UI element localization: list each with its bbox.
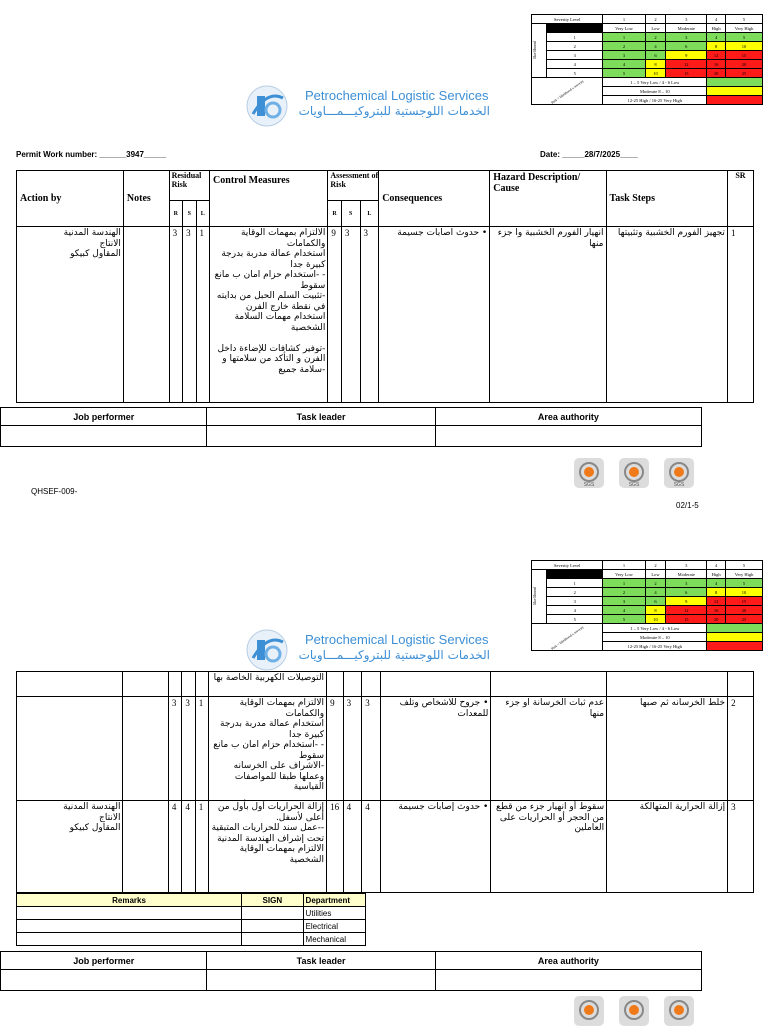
table-row: الهندسة المدنية الانتاج المقاول كبيكو 4 4 1 إزالة الحراريات أول بأول من أعلى لأسفل. --عمل سند للحراريات المتبقية تحت إشراف الهندسة المدنية الالتزام بمهمات الوقاية الشخصية 16 4 4 • حدوث إصابات جسيمة سقوط أو انهيار جزء من قطع من الحجر أو الحراريات على العاملين إزالة الحرارية المتهالكة 3: [17, 801, 754, 893]
sgs-cert-icon: [619, 996, 649, 1026]
department-label: Department: [303, 894, 365, 907]
signoff-table: Job performer Task leader Area authority: [0, 951, 702, 991]
signoff-table: [0, 407, 702, 447]
col-hazard: Hazard Description/ Cause: [490, 171, 606, 227]
department-utilities: Utilities: [303, 907, 365, 920]
severity-level-header: Severity Level: [532, 15, 603, 24]
table-row: 3 3 1 الالتزام بمهمات الوقاية والكمامات استخدام عمالة مدربة بدرجة كبيرة جدا - -استخدام حزام امان ب مانع سقوط -الاشراف على الخرسانه وعملها طبقا للمواصفات القياسية 9 3 3 • جروح للاشخاص وتلف للمعدات عدم ثبات الخرسانة او جزء منها خلط الخرسانه ثم صبها 2: [17, 697, 754, 801]
svg-text:SGS: SGS: [583, 482, 595, 488]
remarks-table: [16, 893, 366, 946]
sgs-cert-icon: [619, 458, 649, 488]
task-leader-label: Task leader: [207, 408, 435, 426]
col-control-measures: Control Measures: [210, 171, 328, 227]
permit-date: Date: _____28/7/2025____: [540, 150, 638, 159]
area-authority-label: Area authority: [435, 408, 701, 426]
col-sr: SR: [727, 171, 753, 227]
severity-matrix: Severity Level 1 2 3 4 5 likelihood Very Low Low Moderate High Very High 1 1 2 3 4 5 2 2 4 6 8 10 3 3 6 9 12 15 4 4 8 12 16 20 5 5 10 15 20 25 Risk = likelihood x severity 1 – 5 Very Low / 4 - 6 Low Moderate 8 – 10 12-25 High / 16-25 Very High: [531, 14, 763, 105]
area-authority-field: [435, 426, 701, 447]
department-mechanical: Mechanical: [303, 933, 365, 946]
logo-arabic-name: الخدمات اللوجستية للبتروكيـــمـــاويات: [298, 104, 490, 118]
permit-number: Permit Work number: ______3947_____: [16, 150, 167, 159]
sgs-cert-icon: [664, 458, 694, 488]
sgs-cert-icon: [664, 996, 694, 1026]
col-assessment-risk: Assessment of Risk: [328, 171, 379, 201]
table-row: الهندسة المدنية الانتاج المقاول كبيكو 3 3 1 الالتزام بمهمات الوقاية والكمامات استخدام عمالة مدربة بدرجة كبيرة جدا - -استخدام حزام امان ب مانع سقوط -تثبيت السلم الحبل من بدايته في نقطة خارج الفرن استخدام مهمات السلامة الشخصية -توفير كشافات للإضاءة داخل الفرن و التأكد من سلامتها و -سلامة جميع 9 3 3 • حدوث اصابات جسيمة انهيار الفورم الخشبية وا جزء منها تجهيز الفورم الخشبية وتثبيتها 1: [17, 227, 754, 403]
svg-text:SGS: SGS: [628, 482, 640, 488]
sgs-cert-icon: [574, 996, 604, 1026]
job-performer-label: Job performer: [1, 408, 207, 426]
remarks-label: Remarks: [17, 894, 242, 907]
col-consequences: Consequences: [379, 171, 490, 227]
table-row: التوصيلات الكهربية الخاصة بها: [17, 672, 754, 697]
hazard-table: Action by Notes Residual Risk Control Measures Assessment of Risk Consequences Hazard Description/ Cause Task Steps SR R S L R S L الهندسة المدنية الانتاج المقاول كبيكو 3 3 1 الالتزام بمهمات الوقاية والكمامات استخدام عمالة مدربة بدرجة كبيرة جدا - -استخدام حزام امان ب مانع سقوط -تثبيت السلم الحبل من بدايته في نقطة خارج الفرن استخدام مهمات السلامة الشخصية -توفير كشافات للإضاءة داخل الفرن و التأكد من سلامتها و -سلامة جميع 9 3 3 • حدوث اصابات جسيمة انهيار الفورم الخشبية وا جزء منها تجهيز الفورم الخشبية وتثبيتها 1: [16, 170, 754, 403]
doc-code: QHSEF-009-: [31, 487, 78, 496]
job-performer-field: [1, 426, 207, 447]
col-task-steps: Task Steps: [606, 171, 727, 227]
logo-english-name: Petrochemical Logistic Services: [305, 88, 489, 103]
col-notes: Notes: [123, 171, 169, 227]
sign-label: SIGN: [242, 894, 303, 907]
sgs-cert-icon: [574, 458, 604, 488]
col-residual-risk: Residual Risk: [169, 171, 209, 201]
svg-text:SGS: SGS: [673, 482, 685, 488]
col-action-by: Action by: [17, 171, 124, 227]
severity-matrix: Severity Level 1 2 3 4 5 likelihood Very Low Low Moderate High Very High 1 1 2 3 4 5 2 2 4 6 8 10 3 3 6 9 12 15 4 4 8 12 16 20 5 5 10 15 20 25 Risk = likelihood x severity 1 – 5 Very Low / 4 - 6 Low Moderate 8 – 10 12-25 High / 16-25 Very High: [531, 560, 763, 651]
page-number: 02/1-5: [676, 501, 699, 510]
company-logo: Petrochemical Logistic Services الخدمات اللوجستية للبتروكيـــمـــاويات: [243, 628, 493, 672]
company-logo: [243, 84, 493, 128]
task-leader-field: [207, 426, 435, 447]
pls-logo-icon: [243, 84, 291, 128]
hazard-table-continued: [16, 671, 754, 893]
pls-logo-icon: [243, 628, 291, 672]
department-electrical: Electrical: [303, 920, 365, 933]
